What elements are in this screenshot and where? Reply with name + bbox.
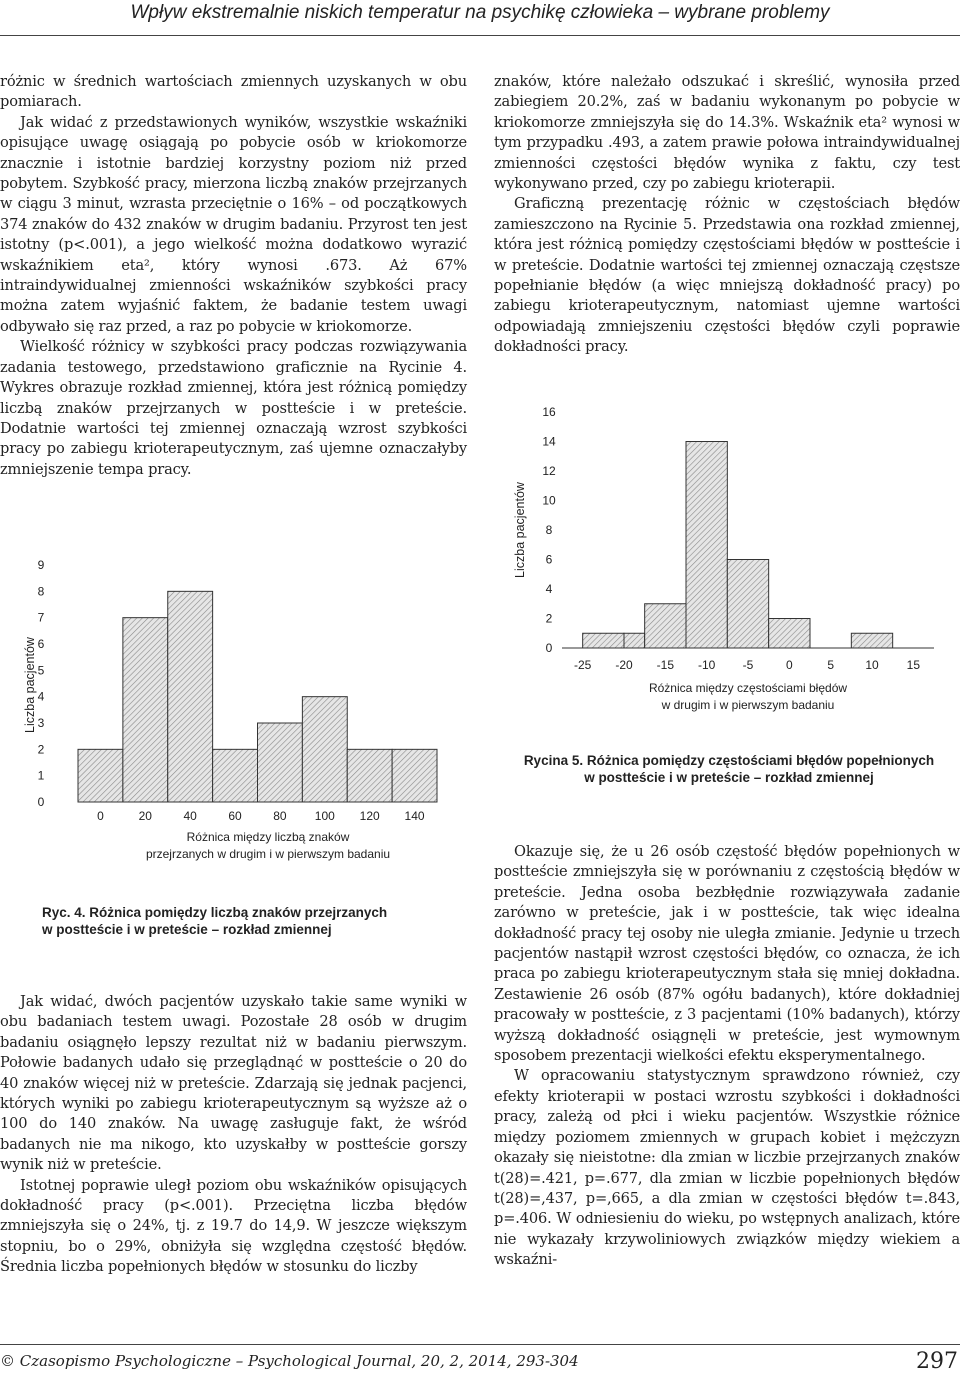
left-column-continuation bbox=[0, 992, 467, 1278]
y-tick-label: 7 bbox=[37, 610, 45, 625]
histogram-bar bbox=[583, 633, 624, 648]
y-axis-label: Liczba pacjentów bbox=[513, 482, 527, 578]
header-divider bbox=[0, 35, 960, 36]
y-tick-label: 4 bbox=[37, 689, 45, 704]
y-tick-label: 14 bbox=[542, 434, 556, 449]
x-tick-label: 60 bbox=[228, 809, 242, 823]
y-tick-label: 8 bbox=[545, 523, 553, 537]
y-tick-label: 10 bbox=[542, 493, 556, 508]
x-axis-label: Różnica między częstościami błędów bbox=[648, 681, 848, 695]
running-title: Wpływ ekstremalnie niskich temperatur na psychikę człowieka – wybrane problemy bbox=[130, 2, 830, 23]
y-tick-label: 1 bbox=[37, 768, 45, 783]
histogram-bar bbox=[347, 749, 392, 802]
figure-4-caption bbox=[42, 904, 462, 938]
x-tick-label: -5 bbox=[742, 658, 754, 672]
y-tick-label: 6 bbox=[545, 552, 553, 567]
figure-5-caption-line1: Rycina 5. Różnica pomiędzy częstościami błędów popełnionych bbox=[523, 753, 935, 768]
x-tick-label: -15 bbox=[656, 658, 675, 672]
y-tick-label: 6 bbox=[37, 637, 45, 651]
journal-citation: © Czasopismo Psychologiczne – Psychological Journal, 20, 2, 2014, 293-304 bbox=[0, 1352, 579, 1370]
histogram-bar bbox=[302, 697, 347, 802]
paragraph: W opracowaniu statystycznym sprawdzono również, czy efekty krioterapii w postaci wzrostu szybkości i dokładności pracy, zależą od płci i wieku pacjentów. Wszystkie różnice między poziomem zmiennych w grupach kobiet i mężczyzn okazały się nieistotne: dla zmian w liczbie przejrzanych znaków t(28)=.421, p=.677, dla zmian w liczbie popełnionych błędów t(28)=,437, p=,665, a dla zmian w częstości błędów t=.843, p=.406. W odniesieniu do wieku, po wstępnych analizach, które nie wykazały krzywoliniowych związków między wiekiem a wskaźni- bbox=[494, 1067, 960, 1269]
paragraph: różnic w średnich wartościach zmiennych uzyskanych w obu pomiarach. bbox=[0, 73, 467, 111]
x-tick-label: -20 bbox=[615, 658, 633, 672]
x-tick-label: 100 bbox=[314, 809, 335, 823]
histogram-bar bbox=[686, 442, 727, 649]
histogram-bar bbox=[213, 749, 258, 802]
histogram-bar bbox=[727, 560, 768, 649]
y-tick-label: 5 bbox=[37, 663, 45, 678]
footer-divider bbox=[0, 1344, 960, 1345]
figure-4-caption-line2: w postteście i w preteście – rozkład zmiennej bbox=[42, 922, 332, 937]
paragraph: znaków, które należało odszukać i skreślić, wynosiła przed zabiegiem 20.2%, zaś w badaniu wykonanym po pobycie w kriokomorze zmniejszyła się do 14.3%. Wskaźnik eta² wynosi w tym przypadku .493, a zatem prawie połowa intraindywidualnej zmienności częstości błędów wynika z faktu, czy test wykonywano przed, czy po zabiegu krioterapii. bbox=[494, 73, 960, 193]
x-tick-label: 15 bbox=[906, 658, 921, 672]
histogram-bar bbox=[624, 633, 645, 648]
figure-5-caption-line2: w postteście i w preteście – rozkład zmiennej bbox=[584, 770, 874, 785]
histogram-bar bbox=[258, 723, 303, 802]
figure-5-caption bbox=[498, 752, 960, 786]
x-tick-label: 0 bbox=[97, 809, 104, 823]
paragraph: Jak widać, dwóch pacjentów uzyskało takie same wyniki w obu badaniach testem uwagi. Pozostałe 28 osób w drugim badaniu osiągnęło lepszy rezultat niż w badaniu pierwszym. Połowie badanych udało się przeglądnąć w postteście o 20 do 40 znaków więcej niż w preteście. Zdarzają się jednak pacjenci, których wyniki po zabiegu krioterapeutycznym są wyższe aż o 100 do 140 znaków. Na uwagę zasługuje fakt, że wśród badanych nie ma nikogo, kto uzyskałby w postteście gorszy wynik niż w preteście. bbox=[0, 993, 467, 1174]
right-column-continuation bbox=[494, 842, 960, 1271]
y-tick-label: 4 bbox=[545, 582, 553, 596]
figure-5-svg bbox=[494, 395, 960, 725]
histogram-bar bbox=[851, 633, 892, 648]
figure-4-caption-line1: Ryc. 4. Różnica pomiędzy liczbą znaków przejrzanych bbox=[42, 905, 388, 920]
x-axis-label: przejrzanych w drugim i w pierwszym badaniu bbox=[145, 847, 391, 861]
y-tick-label: 0 bbox=[37, 795, 45, 809]
histogram-bar bbox=[392, 749, 437, 802]
x-tick-label: -25 bbox=[573, 658, 592, 672]
y-tick-label: 2 bbox=[37, 742, 45, 757]
paragraph: Okazuje się, że u 26 osób częstość błędów popełnionych w postteście zmniejszyła się w porównaniu z częstością błędów w preteście. Jedna osoba bezbłędnie rozwiązywała zadanie zarówno w preteście, jak i w postteście, tak więc idealna dokładność pracy tej osoby nie uległa zmianie. Jedynie u trzech pacjentów nastąpił wzrost częstości błędów, co oznacza, że ich praca po zabiegu krioterapeutycznym stała się mniej dokładna. Zestawienie 26 osób (87% ogółu badanych), które dokładniej pracowały w postteście, z 3 pacjentami (10% badanych), którzy wyższą dokładność osiągnęli w preteście, jest wymownym sposobem prezentacji wielkości efektu eksperymentalnego. bbox=[494, 843, 960, 1065]
y-tick-label: 9 bbox=[37, 558, 45, 572]
y-tick-label: 2 bbox=[545, 611, 553, 626]
figure-4-svg bbox=[0, 545, 470, 875]
x-tick-label: 120 bbox=[359, 809, 380, 823]
histogram-bar bbox=[168, 591, 213, 802]
paragraph: Wielkość różnicy w szybkości pracy podczas rozwiązywania zadania testowego, przedstawiono graficznie na Rycinie 4. Wykres obrazuje rozkład zmiennej, która jest różnicą pomiędzy liczbą znaków przejrzanych w postteście i w preteście. Dodatnie wartości tej zmiennej oznaczają wzrost szybkości pracy po zabiegu krioterapeutycznym, zaś ujemne oznaczałyby zmniejszenie tempa pracy. bbox=[0, 338, 467, 478]
figure-5-histogram bbox=[494, 395, 960, 725]
paragraph: Graficzną prezentację różnic w częstościach błędów zamieszczono na Rycinie 5. Przedstawia ona rozkład zmiennej, która jest różnicą pomiędzy częstościami błędów w postteście i w preteście. Dodatnie wartości tej zmiennej oznaczają częstsze popełnianie błędów (a więc mniejszą dokładność pracy) po zabiegu krioterapeutycznym, natomiast ujemne wartości odpowiadają zmniejszeniu częstości błędów czyli poprawie dokładności pracy. bbox=[494, 195, 960, 356]
y-tick-label: 3 bbox=[37, 716, 45, 730]
paragraph: Istotnej poprawie uległ poziom obu wskaźników opisujących dokładność pracy (p<.001). Przeciętna liczba błędów zmniejszyła się o 24%, tj. z 19.7 do 14,9. W jeszcze większym stopniu, bo o 29%, obniżyła się względna częstość błędów. Średnia liczba popełnionych błędów w stosunku do liczby bbox=[0, 1176, 467, 1276]
y-tick-label: 8 bbox=[37, 584, 45, 599]
paragraph: Jak widać z przedstawionych wyników, wszystkie wskaźniki opisujące uwagę osiągają po pobycie osób w kriokomorze znacznie i istotnie bardziej korzystny poziom niż przed pobytem. Szybkość pracy, mierzona liczbą znaków przejrzanych w ciągu 3 minut, wzrasta przeciętnie o 16% – od początkowych 374 znaków do 432 znaków w drugim badaniu. Przyrost ten jest istotny (p<.001), a jego wielkość można dodatkowo wyrazić wskaźnikiem eta², który wynosi .673. Aż 67% intraindywidualnej zmienności wskaźników szybkości pracy można zatem wyjaśnić faktem, że badanie testem uwagi odbywało się raz przed, a raz po pobycie w kriokomorze. bbox=[0, 113, 467, 335]
x-tick-label: 5 bbox=[827, 658, 835, 672]
figure-4-histogram bbox=[0, 545, 470, 875]
x-axis-label: w drugim i w pierwszym badaniu bbox=[661, 698, 835, 712]
x-tick-label: 140 bbox=[404, 809, 425, 823]
x-tick-label: 20 bbox=[138, 809, 152, 823]
x-tick-label: 0 bbox=[785, 658, 793, 672]
y-axis-label: Liczba pacjentów bbox=[23, 637, 37, 733]
y-tick-label: 12 bbox=[542, 464, 556, 478]
x-axis-label: Różnica między liczbą znaków bbox=[186, 830, 350, 844]
x-tick-label: 40 bbox=[183, 809, 197, 823]
page-number: 297 bbox=[916, 1349, 958, 1374]
right-column-intro bbox=[494, 72, 960, 358]
y-tick-label: 0 bbox=[545, 641, 553, 655]
x-tick-label: -10 bbox=[697, 658, 716, 672]
x-tick-label: 10 bbox=[865, 658, 879, 672]
histogram-bar bbox=[78, 749, 123, 802]
histogram-bar bbox=[769, 619, 810, 649]
histogram-bar bbox=[123, 618, 168, 802]
y-tick-label: 16 bbox=[542, 405, 556, 419]
left-column-intro bbox=[0, 72, 467, 480]
histogram-bar bbox=[645, 604, 686, 648]
x-tick-label: 80 bbox=[273, 809, 287, 823]
